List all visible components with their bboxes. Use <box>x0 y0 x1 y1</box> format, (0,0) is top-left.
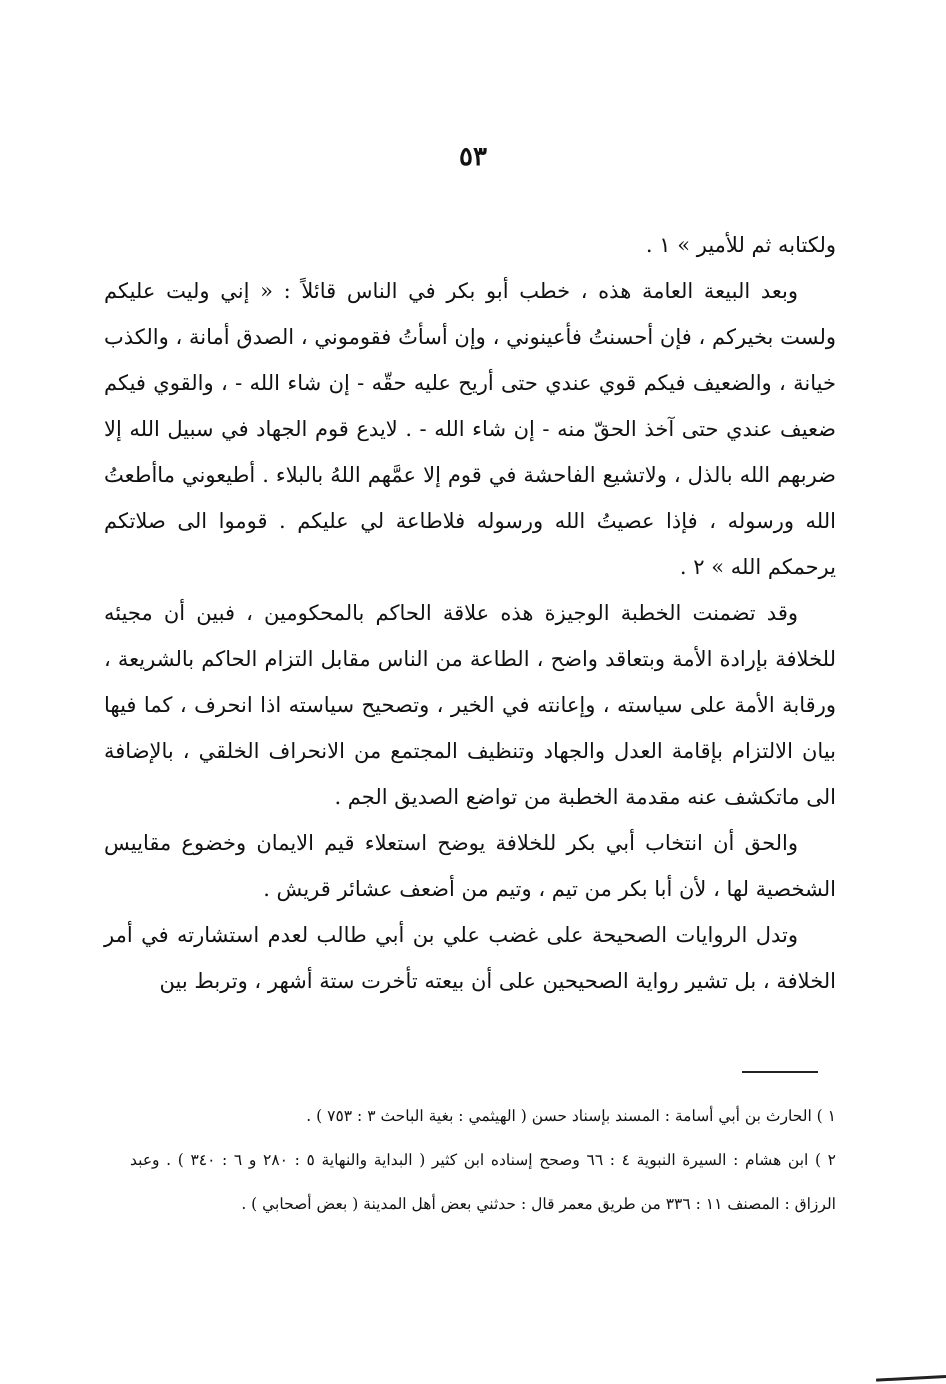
paragraph-analysis: وقد تضمنت الخطبة الوجيزة هذه علاقة الحاكم بالمحكومين ، فبين أن مجيئه للخلافة بإرادة الأمة وبتعاقد واضح ، الطاعة من الناس مقابل التزام الحاكم بالشريعة ، ورقابة الأمة على سياسته ، وإعانته في الخير ، وتصحيح سياسته اذا انحرف ، كما فيها بيان الالتزام بإقامة العدل والجهاد وتنظيف المجتمع من الانحراف الخلقي ، بالإضافة الى ماتكشف عنه مقدمة الخطبة من تواضع الصديق الجم . <box>104 601 836 809</box>
body-text <box>104 222 836 1004</box>
footnote-2: ٢ ) ابن هشام : السيرة النبوية ٤ : ٦٦ وصحح إسناده ابن كثير ( البداية والنهاية ٥ : ٢٨٠ و ٦ : ٣٤٠ ) . وعبد الرزاق : المصنف ١١ : ٣٣٦ من طريق معمر قال : حدثني بعض أهل المدينة ( بعض أصحابي ) . <box>130 1151 836 1213</box>
paragraph-election: والحق أن انتخاب أبي بكر للخلافة يوضح استعلاء قيم الايمان وخضوع مقاييس الشخصية لها ، لأن أبا بكر من تيم ، وتيم من أضعف عشائر قريش . <box>104 831 836 901</box>
footnotes <box>130 1094 836 1226</box>
paragraph-continuation: ولكتابه ثم للأمير » ١ . <box>645 233 836 257</box>
footnote-divider <box>742 1071 818 1073</box>
paragraph-sermon: وبعد البيعة العامة هذه ، خطب أبو بكر في الناس قائلاً : « إني وليت عليكم ولست بخيركم ، فإن أحسنتُ فأعينوني ، وإن أسأتُ فقوموني ، الصدق أمانة ، والكذب خيانة ، والضعيف فيكم قوي عندي حتى أريح عليه حقّه - إن شاء الله - ، والقوي فيكم ضعيف عندي حتى آخذ الحقّ منه - إن شاء الله - . لايدع قوم الجهاد في سبيل الله إلا ضربهم الله بالذل ، ولاتشيع الفاحشة في قوم إلا عمَّهم اللهُ بالبلاء . أطيعوني ماأطعتُ الله ورسوله ، فإذا عصيتُ الله ورسوله فلاطاعة لي عليكم . قوموا الى صلاتكم يرحمكم الله » ٢ . <box>104 279 836 579</box>
scan-edge-mark <box>876 1375 946 1382</box>
paragraph-narrations: وتدل الروايات الصحيحة على غضب علي بن أبي طالب لعدم استشارته في أمر الخلافة ، بل تشير رواية الصحيحين على أن بيعته تأخرت ستة أشهر ، وتربط بين <box>104 923 836 993</box>
footnote-1: ١ ) الحارث بن أبي أسامة : المسند بإسناد حسن ( الهيثمي : بغية الباحث ٣ : ٧٥٣ ) . <box>306 1107 836 1125</box>
page-number: ٥٣ <box>459 142 487 172</box>
